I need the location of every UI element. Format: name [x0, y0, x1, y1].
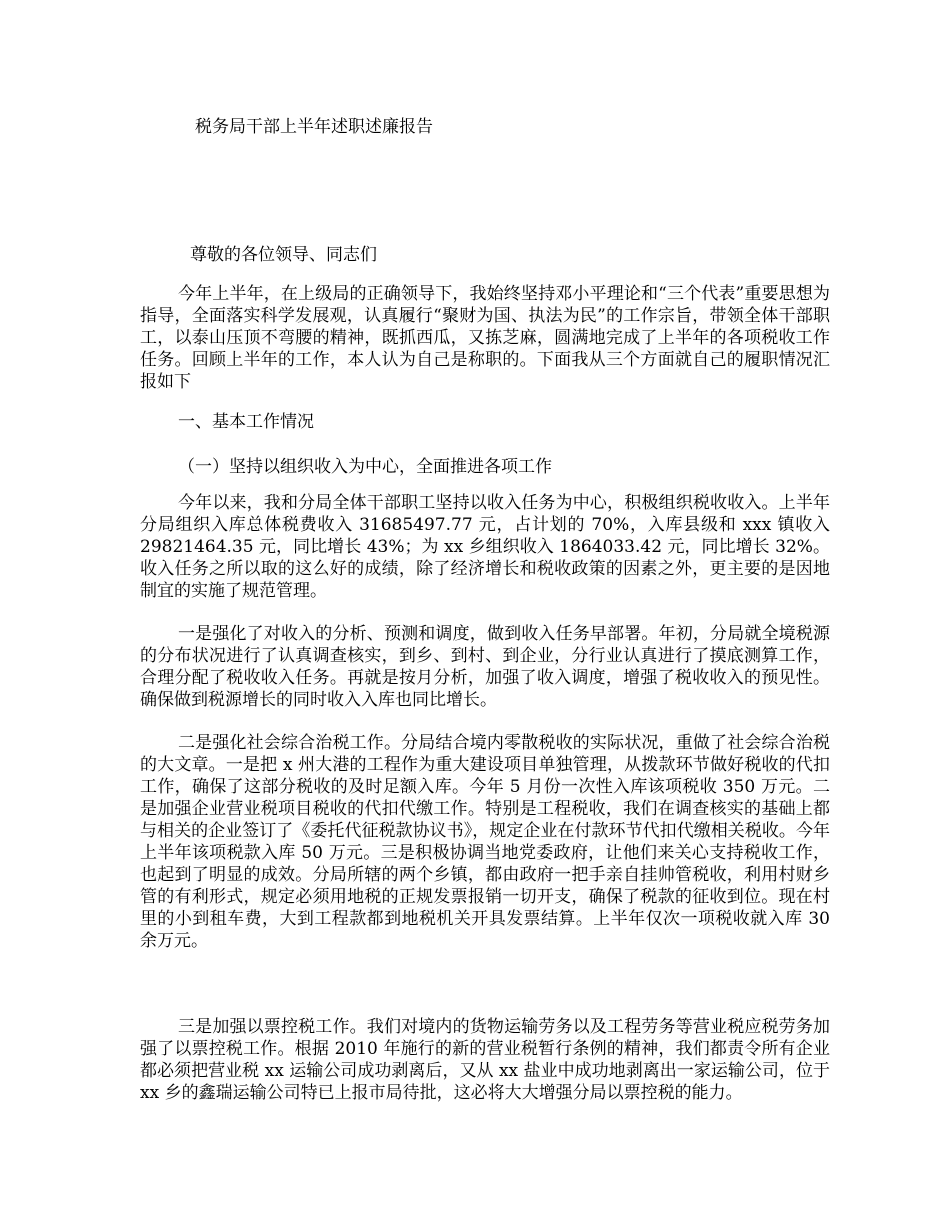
document-title: 税务局干部上半年述职述廉报告 — [195, 117, 433, 137]
second-measure-paragraph: 二是强化社会综合治税工作。分局结合境内零散税收的实际状况，重做了社会综合治税的大文章。一是把 x 州大港的工程作为重大建设项目单独管理，从拨款环节做好税收的代扣工作，确保了这部分税收的及时足额入库。今年 5 月份一次性入库该项税收 350 万元。二是加强企业营业税项目税收的代扣代缴工作。特别是工程税收，我们在调查核实的基础上都与相关的企业签订了《委托代征税款协议书》，规定企业在付款环节代扣代缴相关税收。今年上半年该项税款入库 50 万元。三是积极协调当地党委政府，让他们来关心支持税收工作，也起到了明显的成效。分局所辖的两个乡镇，都由政府一把手亲自挂帅管税收，利用村财乡管的有利形式，规定必须用地税的正规发票报销一切开支，确保了税款的征收到位。现在村里的小到租车费，大到工程款都到地税机关开具发票结算。上半年仅次一项税收就入库 30 余万元。 — [140, 733, 830, 951]
section-heading-basic-work: 一、基本工作情况 — [178, 412, 314, 432]
revenue-paragraph: 今年以来，我和分局全体干部职工坚持以收入任务为中心，积极组织税收收入。上半年分局组织入库总体税费收入 31685497.77 元，占计划的 70%，入库县级和 xxx 镇收入 29821464.35 元，同比增长 43%；为 xx 乡组织收入 1864033.42 元，同比增长 32%。收入任务之所以取的这么好的成绩，除了经济增长和税收政策的因素之外，更主要的是因地制宜的实施了规范管理。 — [140, 493, 830, 601]
first-measure-paragraph: 一是强化了对收入的分析、预测和调度，做到收入任务早部署。年初，分局就全境税源的分布状况进行了认真调查核实，到乡、到村、到企业，分行业认真进行了摸底测算工作，合理分配了税收收入任务。再就是按月分析，加强了收入调度，增强了税收收入的预见性。确保做到税源增长的同时收入入库也同比增长。 — [140, 624, 830, 710]
salutation: 尊敬的各位领导、同志们 — [190, 245, 377, 265]
intro-paragraph: 今年上半年，在上级局的正确领导下，我始终坚持邓小平理论和“三个代表”重要思想为指导，全面落实科学发展观，认真履行“聚财为国、执法为民”的工作宗旨，带领全体干部职工，以泰山压顶不弯腰的精神，既抓西瓜，又拣芝麻，圆满地完成了上半年的各项税收工作任务。回顾上半年的工作，本人认为自己是称职的。下面我从三个方面就自己的履职情况汇报如下 — [140, 284, 830, 392]
third-measure-paragraph: 三是加强以票控税工作。我们对境内的货物运输劳务以及工程劳务等营业税应税劳务加强了以票控税工作。根据 2010 年施行的新的营业税暂行条例的精神，我们都责令所有企业都必须把营业税 xx 运输公司成功剥离后，又从 xx 盐业中成功地剥离出一家运输公司，位于 xx 乡的鑫瑞运输公司特已上报市局待批，这必将大大增强分局以票控税的能力。 — [140, 1017, 830, 1103]
subsection-heading-revenue: （一）坚持以组织收入为中心，全面推进各项工作 — [178, 457, 552, 477]
